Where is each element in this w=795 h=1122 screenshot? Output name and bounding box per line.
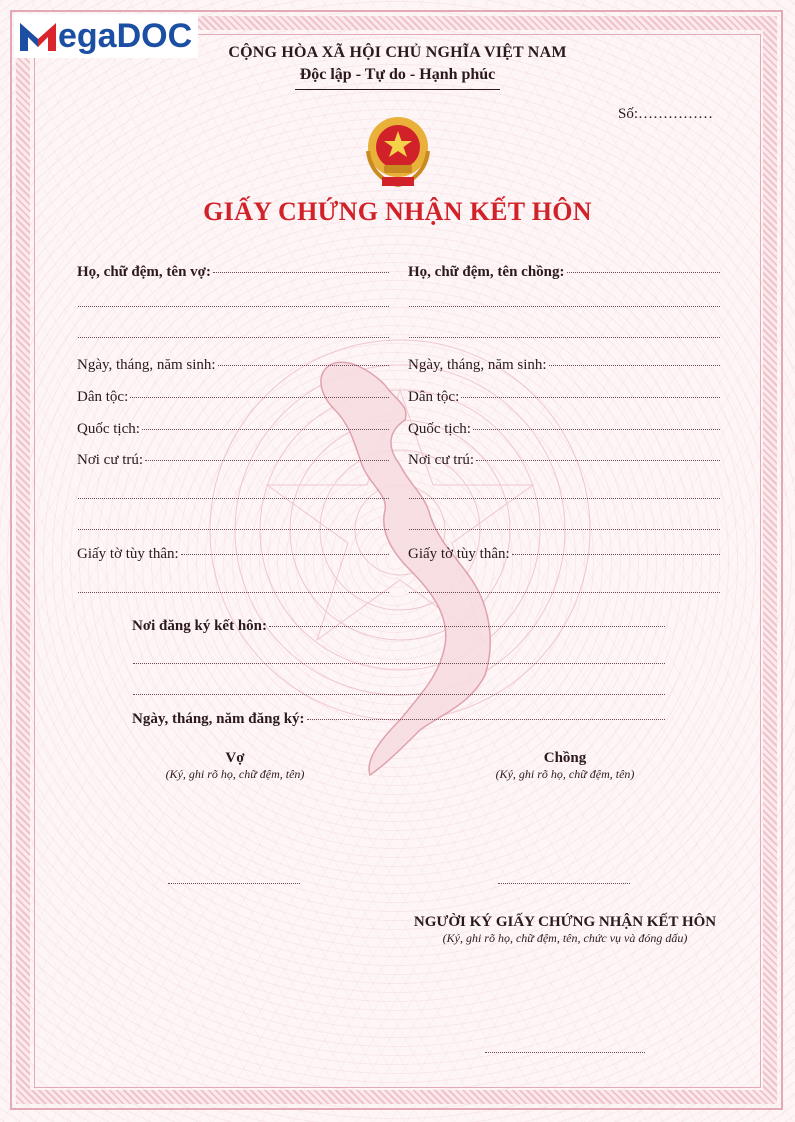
registration-place-line-2[interactable] bbox=[133, 662, 665, 664]
wife-residence-line-3[interactable] bbox=[78, 528, 389, 530]
husband-ethnicity-field[interactable] bbox=[408, 389, 720, 406]
official-signature-line[interactable] bbox=[485, 1051, 645, 1053]
wife-signature-note: (Ký, ghi rõ họ, chữ đệm, tên) bbox=[165, 767, 305, 781]
national-emblem-icon bbox=[360, 111, 436, 191]
megadoc-logo bbox=[14, 14, 198, 58]
wife-ethnicity-label: Dân tộc: bbox=[77, 389, 129, 405]
husband-dob-field[interactable] bbox=[408, 357, 720, 374]
husband-name-line-2[interactable] bbox=[409, 305, 720, 307]
wife-name-label: Họ, chữ đệm, tên vợ: bbox=[77, 264, 211, 280]
wife-dob-label: Ngày, tháng, năm sinh: bbox=[77, 357, 216, 373]
wife-signature-block bbox=[120, 750, 350, 782]
wife-name-field[interactable] bbox=[77, 264, 389, 281]
registration-date-field[interactable] bbox=[132, 711, 665, 728]
husband-nationality-field[interactable] bbox=[408, 421, 720, 438]
husband-name-field[interactable] bbox=[408, 264, 720, 281]
wife-ethnicity-field[interactable] bbox=[77, 389, 389, 406]
husband-residence-line-3[interactable] bbox=[409, 528, 720, 530]
wife-nationality-label: Quốc tịch: bbox=[77, 421, 140, 437]
wife-name-line-3[interactable] bbox=[78, 336, 389, 338]
husband-ethnicity-label: Dân tộc: bbox=[408, 389, 460, 405]
husband-id-label: Giấy tờ tùy thân: bbox=[408, 546, 510, 562]
husband-signature-block bbox=[450, 750, 680, 782]
husband-nationality-label: Quốc tịch: bbox=[408, 421, 471, 437]
logo-m-icon bbox=[18, 19, 58, 53]
wife-residence-line-2[interactable] bbox=[78, 497, 389, 499]
document-title: GIẤY CHỨNG NHẬN KẾT HÔN bbox=[203, 197, 592, 226]
husband-id-line-2[interactable] bbox=[409, 591, 720, 593]
husband-signature-line[interactable] bbox=[498, 882, 630, 884]
husband-name-label: Họ, chữ đệm, tên chồng: bbox=[408, 264, 565, 280]
registration-place-label: Nơi đăng ký kết hôn: bbox=[132, 618, 268, 634]
registration-place-line-3[interactable] bbox=[133, 693, 665, 695]
husband-residence-field[interactable] bbox=[408, 452, 720, 469]
wife-residence-label: Nơi cư trú: bbox=[77, 452, 144, 468]
wife-name-line-2[interactable] bbox=[78, 305, 389, 307]
wife-signature-line[interactable] bbox=[168, 882, 300, 884]
logo-text: egaDOC bbox=[58, 16, 193, 55]
wife-id-line-2[interactable] bbox=[78, 591, 389, 593]
wife-id-field[interactable] bbox=[77, 546, 389, 563]
husband-dob-label: Ngày, tháng, năm sinh: bbox=[408, 357, 547, 373]
wife-id-label: Giấy tờ tùy thân: bbox=[77, 546, 179, 562]
motto-underline bbox=[295, 89, 500, 90]
wife-residence-field[interactable] bbox=[77, 452, 389, 469]
official-signature-title: NGƯỜI KÝ GIẤY CHỨNG NHẬN KẾT HÔN bbox=[413, 914, 717, 930]
wife-signature-title: Vợ bbox=[225, 750, 245, 766]
husband-id-field[interactable] bbox=[408, 546, 720, 563]
country-heading: CỘNG HÒA XÃ HỘI CHỦ NGHĨA VIỆT NAM bbox=[228, 44, 567, 61]
official-signature-note: (Ký, ghi rõ họ, chữ đệm, tên, chức vụ và đóng dấu) bbox=[442, 931, 688, 945]
wife-nationality-field[interactable] bbox=[77, 421, 389, 438]
motto-heading: Độc lập - Tự do - Hạnh phúc bbox=[299, 66, 496, 83]
official-signature-block bbox=[390, 914, 740, 946]
wife-dob-field[interactable] bbox=[77, 357, 389, 374]
certificate-number: Số:…………… bbox=[618, 106, 714, 122]
husband-signature-title: Chồng bbox=[543, 750, 587, 766]
husband-name-line-3[interactable] bbox=[409, 336, 720, 338]
registration-place-field[interactable] bbox=[132, 618, 665, 635]
husband-signature-note: (Ký, ghi rõ họ, chữ đệm, tên) bbox=[495, 767, 635, 781]
husband-residence-line-2[interactable] bbox=[409, 497, 720, 499]
husband-residence-label: Nơi cư trú: bbox=[408, 452, 475, 468]
registration-date-label: Ngày, tháng, năm đăng ký: bbox=[132, 711, 305, 727]
